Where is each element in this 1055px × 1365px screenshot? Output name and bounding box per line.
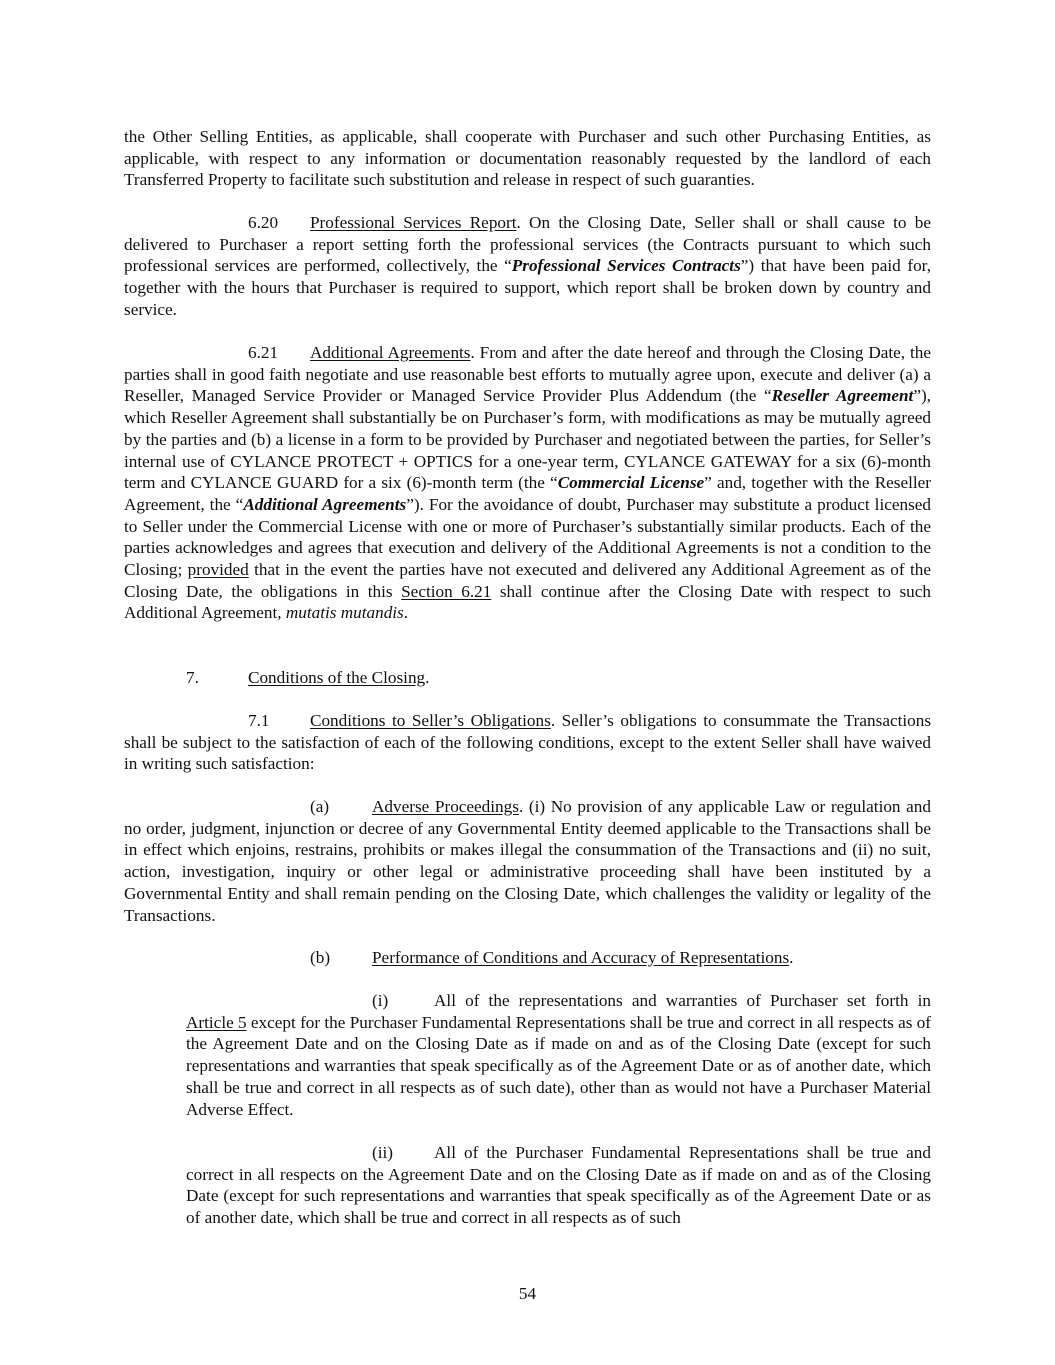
clause-label: (i) [372, 991, 389, 1010]
section-number: 7.1 [248, 711, 270, 730]
clause-text: except for the Purchaser Fundamental Representations shall be true and correct in all respects as of the Agreement Date and on the Closing Date as if made on and as of the Closing Date (except for such representations and warranties that speak specifically as of the Agreement Date or as of another date, which shall be true and correct in all respects as of such date), other than as would not have a Purchaser Material Adverse Effect. [186, 1012, 932, 1119]
clause-heading: Performance of Conditions and Accuracy of Representations [372, 948, 790, 967]
section-6-20 [124, 212, 931, 321]
clause-label: (ii) [372, 1143, 393, 1162]
section-heading: Professional Services Report [310, 213, 517, 232]
section-text: ”). For the avoidance of doubt, Purchaser may substitute a product licensed to Seller under the Commercial License with one or more of Purchaser’s substantially similar products. Each of the parties acknowledges and agrees that execution and delivery of the Additional Agreements is not a condition to the Closing; [124, 494, 931, 580]
article-7-heading [124, 667, 931, 689]
clause-b [124, 947, 931, 969]
clause-heading: Adverse Proceedings [372, 797, 519, 816]
section-text: . [403, 603, 409, 623]
article-heading: Conditions of the Closing [248, 668, 426, 687]
clause-text: All of the Purchaser Fundamental Representations shall be true and correct in all respects on the Agreement Date and on the Closing Date as if made on and as of the Closing Date (except for such representations and warranties that speak specifically as of the Agreement Date or as of another date, which shall be true and correct in all respects as of such [186, 1143, 931, 1228]
clause-a [124, 796, 931, 926]
paragraph-text: the Other Selling Entities, as applicable, shall cooperate with Purchaser and such other Purchasing Entities, as applicable, with respect to any information or documentation reasonably requested by the landlord of each Transferred Property to facilitate such substitution and release in respect of such guaranties. [124, 127, 931, 190]
page-number: 54 [518, 1284, 537, 1303]
article-heading-suffix: . [425, 668, 430, 687]
defined-term: Professional Services Contracts [511, 256, 741, 276]
defined-term: Reseller Agreement [771, 386, 914, 406]
article-reference: Article 5 [186, 1012, 247, 1032]
clause-label: (b) [310, 948, 331, 967]
section-heading: Conditions to Seller’s Obligations [310, 711, 551, 730]
section-6-21 [124, 342, 931, 624]
defined-term: Additional Agreements [243, 494, 407, 514]
section-text: shall continue after the Closing Date with respect to such Additional Agreement, [124, 581, 931, 623]
provided-term: provided [187, 560, 249, 580]
latin-phrase: mutatis mutandis [285, 603, 404, 623]
section-number: 6.20 [248, 213, 279, 232]
section-text: . From and after the date hereof and through the Closing Date, the parties shall in good faith negotiate and use reasonable best efforts to mutually agree upon, execute and deliver (a) a Reseller, Managed Service Provider or Managed Service Provider Plus Addendum (the “ [124, 343, 931, 406]
section-text: ”), which Reseller Agreement shall substantially be on Purchaser’s form, with modifications as may be mutually agreed by the parties and (b) a license in a form to be provided by Purchaser and negotiated between the parties, for Seller’s internal use of CYLANCE PROTECT + OPTICS for a one-year term, CYLANCE GATEWAY for a six (6)-month term and CYLANCE GUARD for a six (6)-month term (the “ [124, 386, 931, 493]
clause-text: . (i) No provision of any applicable Law or regulation and no order, judgment, injunction or decree of any Governmental Entity deemed applicable to the Transactions shall be in effect which enjoins, restrains, prohibits or makes illegal the consummation of the Transactions and (ii) no suit, action, investigation, inquiry or other legal or administrative proceeding shall have been instituted by a Governmental Entity and shall remain pending on the Closing Date, which challenges the validity or legality of the Transactions. [124, 797, 931, 925]
defined-term: Commercial License [557, 473, 705, 493]
section-text: . On the Closing Date, Seller shall or shall cause to be delivered to Purchaser a report setting forth the professional services (the Contracts pursuant to which such professional services are performed, collectively, the “ [124, 213, 931, 276]
section-text: ” and, together with the Reseller Agreement, the “ [124, 473, 932, 514]
clause-text: All of the representations and warranties of Purchaser set forth in [434, 991, 931, 1010]
section-heading: Additional Agreements [310, 343, 471, 362]
clause-b-ii [186, 1142, 931, 1229]
clause-heading-suffix: . [789, 948, 794, 967]
paragraph-continuation [124, 126, 931, 191]
article-number: 7. [186, 668, 199, 687]
clause-label: (a) [310, 797, 330, 816]
section-7-1 [124, 710, 931, 775]
section-reference: Section 6.21 [401, 581, 492, 601]
section-text: ”) that have been paid for, together with the hours that Purchaser is required to support, which report shall be broken down by country and service. [124, 256, 931, 319]
section-number: 6.21 [248, 343, 279, 362]
section-text: . Seller’s obligations to consummate the Transactions shall be subject to the satisfaction of each of the following conditions, except to the extent Seller shall have waived in writing such satisfaction: [124, 711, 932, 774]
section-text: that in the event the parties have not executed and delivered any Additional Agreement as of the Closing Date, the obligations in this [124, 560, 931, 601]
clause-b-i [186, 990, 931, 1120]
